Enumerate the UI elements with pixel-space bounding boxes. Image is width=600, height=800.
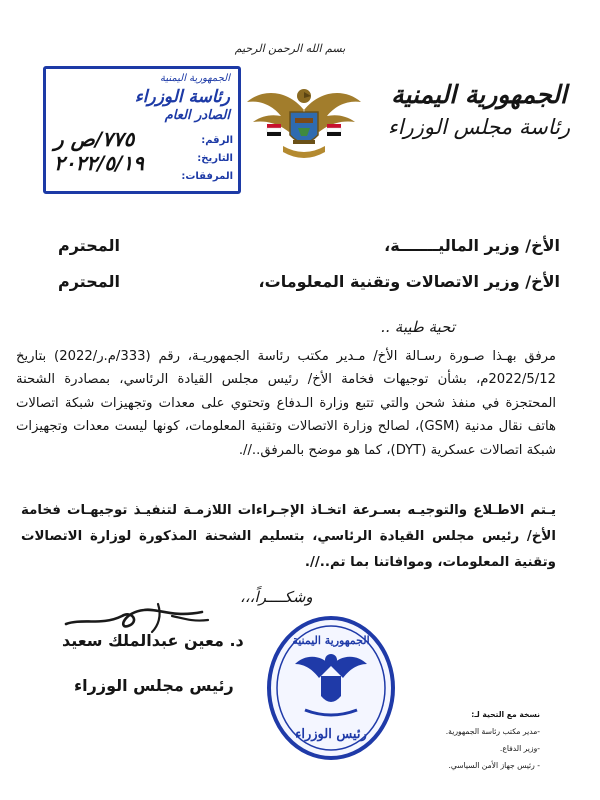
- official-seal-icon: [265, 614, 397, 762]
- addressee-2-title: المحترم: [58, 272, 120, 291]
- stamp-date-label: التاريخ:: [197, 153, 233, 164]
- copies-list: [390, 706, 540, 774]
- greeting: تحية طيبة ..: [380, 318, 455, 336]
- addressee-1: الأخ/ وزير الماليـــــــة،: [384, 236, 560, 255]
- copy-item: - رئيس جهاز الأمن السياسي.: [448, 761, 540, 770]
- closing: وشكــــراً،،،: [240, 588, 313, 606]
- registry-stamp: [43, 66, 241, 194]
- seal-text-bottom: رئيس الوزراء: [295, 727, 367, 742]
- stamp-ref-value: ٧٧٥/ص ر: [54, 127, 135, 151]
- stamp-date-value: ٢٠٢٢/٥/١٩: [54, 151, 144, 175]
- signatory-title: رئيس مجلس الوزراء: [74, 676, 234, 695]
- letterhead: [384, 78, 574, 142]
- basmala: بسم الله الرحمن الرحيم: [234, 42, 346, 55]
- copy-item: -مدير مكتب رئاسة الجمهورية.: [445, 727, 540, 736]
- copy-item: -وزير الدفاع.: [499, 744, 540, 753]
- signatory-name: د. معين عبدالملك سعيد: [62, 631, 244, 650]
- addressee-1-title: المحترم: [58, 236, 120, 255]
- republic-name: الجمهورية اليمنية: [391, 80, 567, 109]
- directive-paragraph: يـتم الاطـلاع والتوجيـه بسـرعة اتخـاذ الإجـراءات اللازمـة لتنفيـذ توجيهـات فخامة الأخ/ رئيس مجلس القيادة الرئاسي، بتسليم الشحنة المذكورة لوزارة الاتصالات وتقنية المعلومات، وموافاتنا بما تم..//.: [21, 503, 556, 570]
- stamp-ref-label: الرقم:: [201, 135, 233, 146]
- addressee-2: الأخ/ وزير الاتصالات وتقنية المعلومات،: [258, 272, 560, 291]
- stamp-org-line1: الجمهورية اليمنية: [159, 73, 230, 84]
- body-paragraph: مرفق بهـذا صـورة رسـالة الأخ/ مـدير مكتب رئاسة الجمهوريـة، رقم (333/م.ر/2022) بتاريخ 2022/5/12م، بشأن توجيهات فخامة الأخ/ رئيس مجلس القيادة الرئاسي، بمصادرة الشحنة المحتجزة في منفذ شحن والتي تتبع وزارة الـدفاع وتحتوي على معدات وتجهيزات شبكة اتصالات هاتف نقال مدنية (GSM)، لصالح وزارة الاتصالات وتقنية المعلومات، كونها ليست معدات وتجهيزات شبكة اتصالات عسكرية (DYT)، كما هو موضح بالمرفق..//.: [16, 349, 556, 458]
- yemen-eagle-emblem-icon: [243, 80, 365, 166]
- seal-text-top: الجمهورية اليمنية: [292, 634, 370, 647]
- stamp-org-line3: الصادر العام: [164, 108, 230, 123]
- stamp-attachments-label: المرفقات:: [181, 171, 233, 182]
- copies-title: نسخة مع التحية لـ:: [471, 710, 540, 719]
- stamp-org-line2: رئاسة الوزراء: [134, 87, 230, 107]
- council-name: رئاسة مجلس الوزراء: [387, 115, 571, 139]
